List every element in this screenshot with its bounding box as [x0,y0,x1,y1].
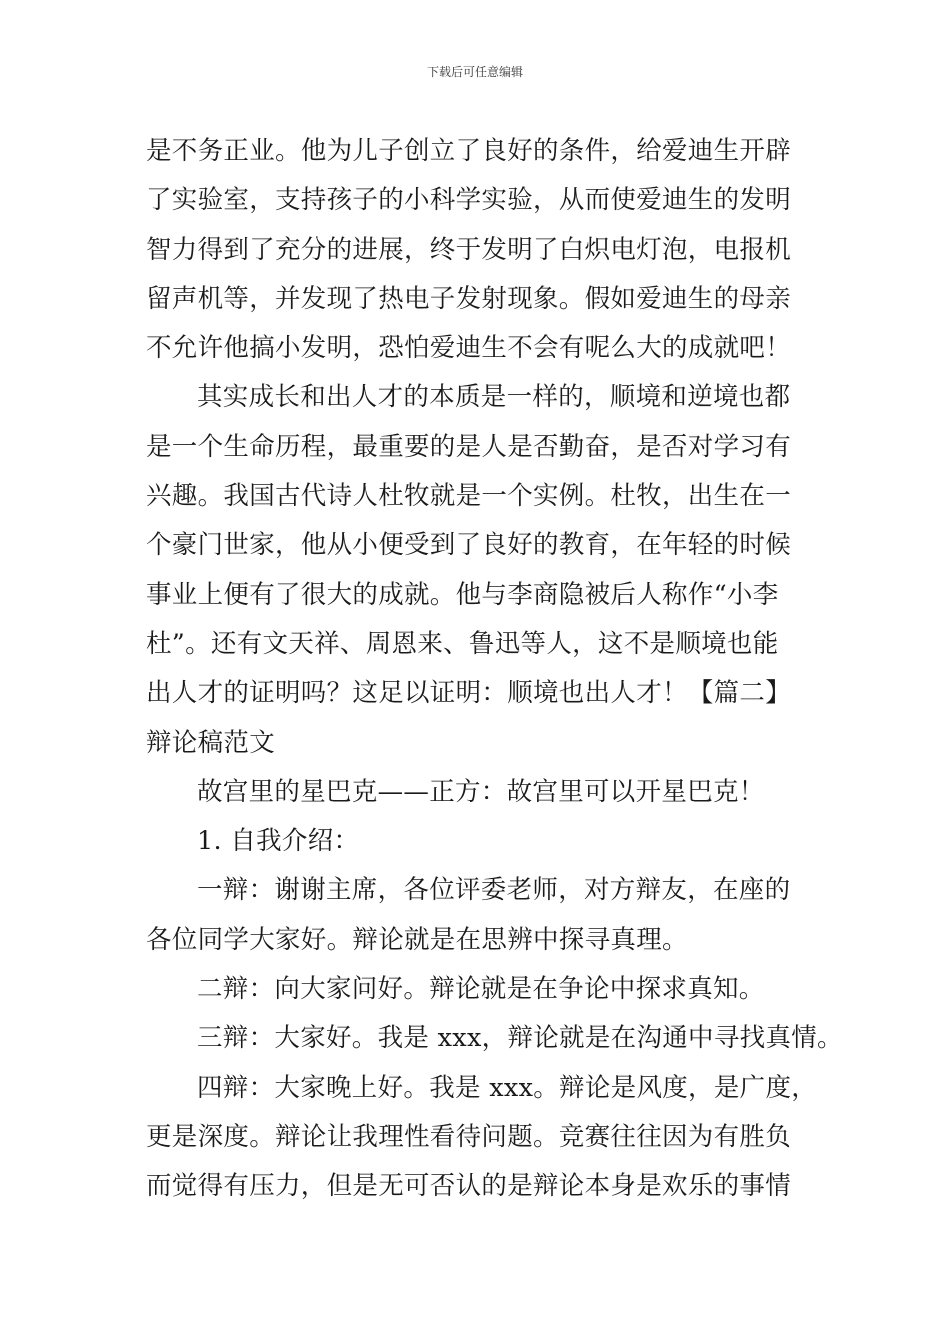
text-line: 事业上便有了很大的成就。他与李商隐被后人称作“小李 [146,579,779,610]
text-line: 一辩：谢谢主席，各位评委老师，对方辩友，在座的 [197,875,791,906]
text-line: 个豪门世家，他从小便受到了良好的教育，在年轻的时候 [146,530,792,561]
text-line: 了实验室，支持孩子的小科学实验，从而使爱迪生的发明 [146,185,792,216]
text-line: 不允许他搞小发明，恐怕爱迪生不会有呢么大的成就吧！ [146,333,792,364]
text-line: 二辩：向大家问好。辩论就是在争论中探求真知。 [197,974,765,1005]
text-line: 而觉得有压力，但是无可否认的是辩论本身是欢乐的事情 [146,1171,792,1202]
text-line: 辩论稿范文 [146,727,276,758]
text-line: 出人才的证明吗？这足以证明：顺境也出人才！【篇二】 [146,678,792,709]
text-line: 杜”。还有文天祥、周恩来、鲁迅等人，这不是顺境也能 [146,628,779,659]
text-line: 是不务正业。他为儿子创立了良好的条件，给爱迪生开辟 [146,136,792,166]
document-body [146,127,843,1212]
text-line: 是一个生命历程，最重要的是人是否勤奋，是否对学习有 [146,431,792,462]
text-line: 四辩：大家晚上好。我是 xxx。辩论是风度，是广度， [197,1072,818,1103]
text-line: 留声机等，并发现了热电子发射现象。假如爱迪生的母亲 [146,283,792,314]
text-line: 其实成长和出人才的本质是一样的，顺境和逆境也都 [197,382,791,413]
text-line: 智力得到了充分的进展，终于发明了白炽电灯泡，电报机 [146,234,792,265]
text-line: 三辩：大家好。我是 xxx，辩论就是在沟通中寻找真情。 [197,1023,843,1054]
text-line: 各位同学大家好。辩论就是在思辨中探寻真理。 [146,924,688,955]
text-line: 兴趣。我国古代诗人杜牧就是一个实例。杜牧，出生在一 [146,481,792,512]
page-header: 下载后可任意编辑 [426,65,523,79]
text-line: 故宫里的星巴克——正方：故宫里可以开星巴克！ [197,776,765,807]
text-line: 更是深度。辩论让我理性看待问题。竞赛往往因为有胜负 [146,1121,792,1152]
text-line: 1. 自我介绍： [197,826,360,857]
